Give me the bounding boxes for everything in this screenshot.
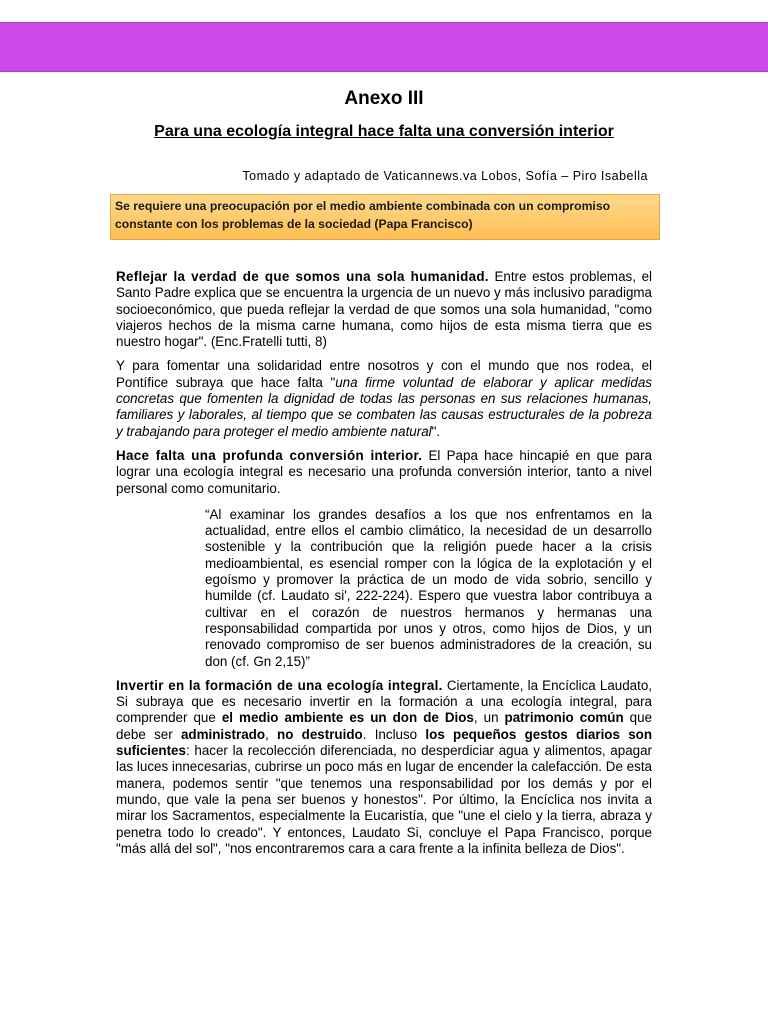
article-body (116, 269, 652, 865)
paragraph-4 (116, 678, 652, 857)
paragraph-3-text: El Papa hace hincapié en que para lograr una ecología integral es necesario una profunda conversión interior, tanto a nivel personal como comunitario. (116, 447, 652, 496)
paragraph-2 (116, 358, 652, 439)
paragraph-4-text-a: Ciertamente, la Encíclica Laudato, Si subraya que es necesario invertir en la formación a una ecología integral, para comprender que (116, 677, 652, 726)
paragraph-3 (116, 448, 652, 497)
highlight-quote-box: Se requiere una preocupación por el medio ambiente combinada con un compromiso constante con los problemas de la sociedad (Papa Francisco) (110, 194, 660, 240)
paragraph-4-bold-b: patrimonio común (504, 710, 624, 726)
document-subtitle: Para una ecología integral hace falta una conversión interior (154, 123, 614, 140)
paragraph-1 (116, 269, 652, 350)
source-attribution: Tomado y adaptado de Vaticannews.va Lobos, Sofía – Piro Isabella (242, 169, 648, 183)
paragraph-4-bold-c: administrado (180, 726, 266, 742)
paragraph-2-italic: una firme voluntad de elaborar y aplicar medidas concretas que fomenten la dignidad de todas las personas en sus relaciones humanas, familiares y laborales, al tiempo que se combaten las causas estructurales de la pobreza y trabajando para proteger el medio ambiente natural (116, 374, 652, 439)
block-quote: “Al examinar los grandes desafíos a los que nos enfrentamos en la actualidad, entre ellos el cambio climático, la necesidad de un desarrollo sostenible y la contribución que la religión puede hacer a la crisis medioambiental, es esencial romper con la lógica de la explotación y el egoísmo y promover la práctica de un modo de vida sobrio, sencillo y humilde (cf. Laudato si', 222-224). Espero que vuestra labor contribuya a cultivar en el corazón de nuestros hermanos y hermanas una responsabilidad compartida por unos y otros, como hijos de Dios, y un renovado compromiso de ser buenos administradores de la creación, su don (cf. Gn 2,15)” (205, 506, 652, 669)
paragraph-4-text-c: que debe ser (116, 710, 653, 742)
paragraph-4-text-f: : hacer la recolección diferenciada, no desperdiciar agua y alimentos, apagar las luces innecesarias, cubrirse un poco más en lugar de encender la calefacción. De esta manera, podemos sentir "que tenemos una responsabilidad por los demás y por el mundo, que vale la pena ser buenos y honestos". Por último, la Encíclica nos invita a mirar los Sacramentos, especialmente la Eucaristía, que "une el cielo y la tierra, abraza y penetra todo lo creado". Y entonces, Laudato Si, concluye el Papa Francisco, porque "más allá del sol", "nos encontraremos cara a cara frente a la infinita belleza de Dios". (116, 743, 652, 856)
paragraph-4-bold-d: no destruido (277, 726, 363, 742)
paragraph-4-text-b: , un (473, 710, 505, 726)
document-title: Anexo III (344, 88, 424, 109)
paragraph-4-text-d: , (265, 726, 278, 742)
paragraph-2-end: ". (431, 423, 441, 439)
paragraph-4-bold-a: el medio ambiente es un don de Dios (221, 710, 474, 726)
paragraph-1-lead: Reflejar la verdad de que somos una sola humanidad. (116, 269, 489, 284)
header-color-band (0, 22, 768, 72)
paragraph-3-lead: Hace falta una profunda conversión interior. (116, 447, 423, 463)
paragraph-1-text: Entre estos problemas, el Santo Padre explica que se encuentra la urgencia de un nuevo y más inclusivo paradigma socioeconómico, que pueda reflejar la verdad de que somos una sola humanidad, "como viajeros hechos de la misma carne humana, como hijos de esta misma tierra que es nuestro hogar". (Enc.Fratelli tutti, 8) (116, 269, 652, 350)
paragraph-4-lead: Invertir en la formación de una ecología integral. (116, 677, 443, 693)
paragraph-4-text-e: . Incluso (362, 726, 426, 742)
paragraph-4-bold-e: los pequeños gestos diarios son suficientes (116, 726, 652, 759)
paragraph-2-start: Y para fomentar una solidaridad entre nosotros y con el mundo que nos rodea, el Pontífice subraya que hace falta " (116, 358, 652, 390)
